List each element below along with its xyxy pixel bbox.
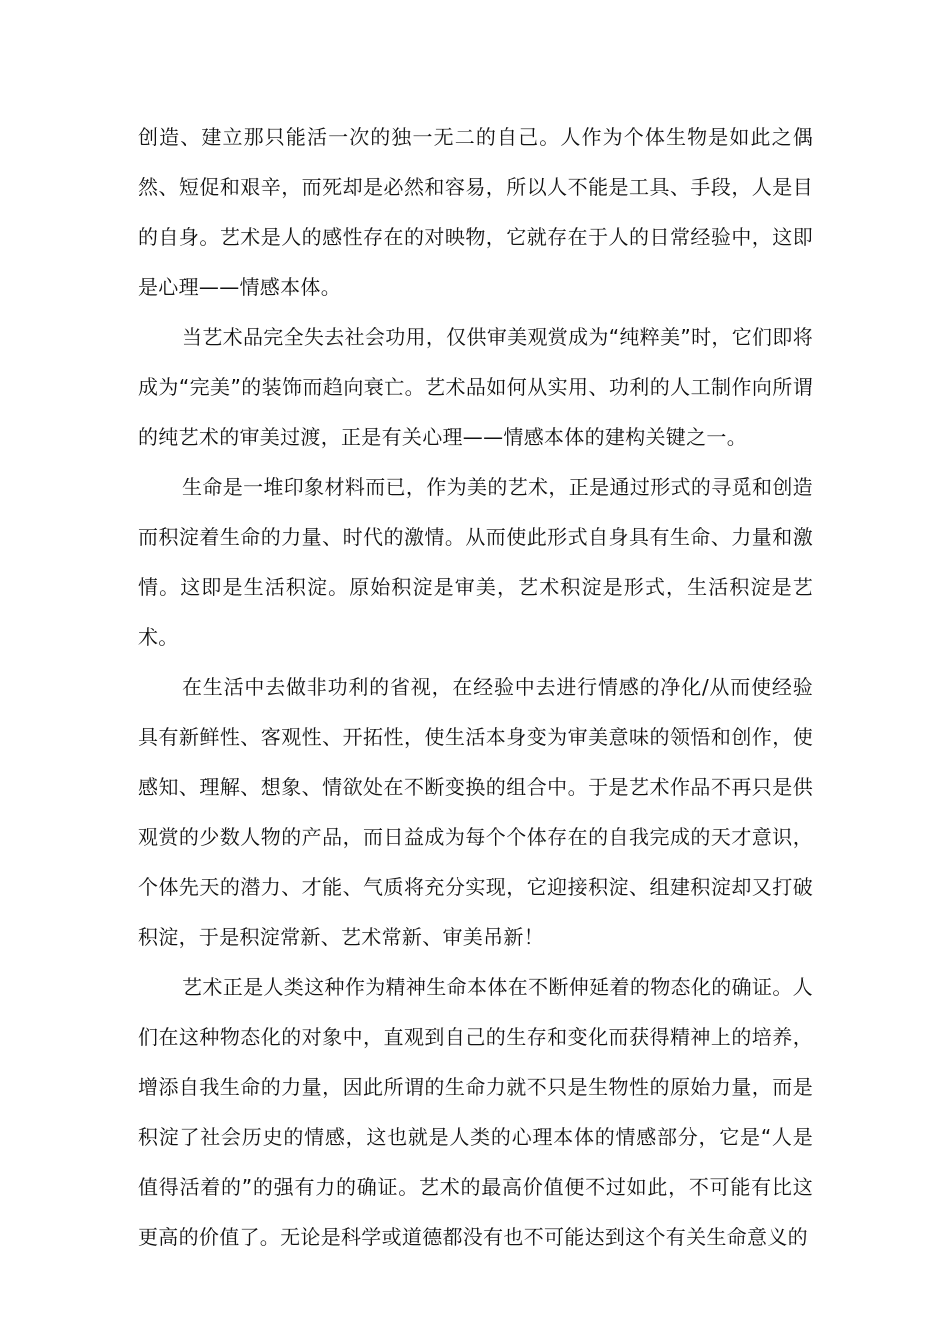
paragraph: 在生活中去做非功利的省视，在经验中去进行情感的净化/从而使经验具有新鲜性、客观性、开拓性，使生活本身变为审美意味的领悟和创作，使感知、理解、想象、情欲处在不断变换的组合中。于是艺术作品不再只是供观赏的少数人物的产品，而日益成为每个个体存在的自我完成的天才意识，个体先天的潜力、才能、气质将充分实现，它迎接积淀、组建积淀却又打破积淀，于是积淀常新、艺术常新、审美吊新！ [138, 675, 813, 949]
paragraph: 生命是一堆印象材料而已，作为美的艺术，正是通过形式的寻觅和创造而积淀着生命的力量、时代的激情。从而使此形式自身具有生命、力量和激情。这即是生活积淀。原始积淀是审美，艺术积淀是形式，生活积淀是艺术。 [138, 475, 813, 649]
paragraph: 当艺术品完全失去社会功用，仅供审美观赏成为“纯粹美”时，它们即将成为“完美”的装饰而趋向衰亡。艺术品如何从实用、功利的人工制作向所谓的纯艺术的审美过渡，正是有关心理——情感本体的建构关键之一。 [138, 325, 813, 449]
paragraph-continued: 创造、建立那只能活一次的独一无二的自己。人作为个体生物是如此之偶然、短促和艰辛，而死却是必然和容易，所以人不能是工具、手段，人是目的自身。艺术是人的感性存在的对映物，它就存在于人的日常经验中，这即是心理——情感本体。 [138, 125, 813, 299]
paragraph: 艺术正是人类这种作为精神生命本体在不断伸延着的物态化的确证。人们在这种物态化的对象中，直观到自己的生存和变化而获得精神上的培养，增添自我生命的力量，因此所谓的生命力就不只是生物性的原始力量，而是积淀了社会历史的情感，这也就是人类的心理本体的情感部分，它是“人是值得活着的”的强有力的确证。艺术的最高价值便不过如此，不可能有比这更高的价值了。无论是科学或道德都没有也不可能达到这个有关生命意义的 [138, 975, 813, 1249]
body-text [138, 112, 813, 1262]
